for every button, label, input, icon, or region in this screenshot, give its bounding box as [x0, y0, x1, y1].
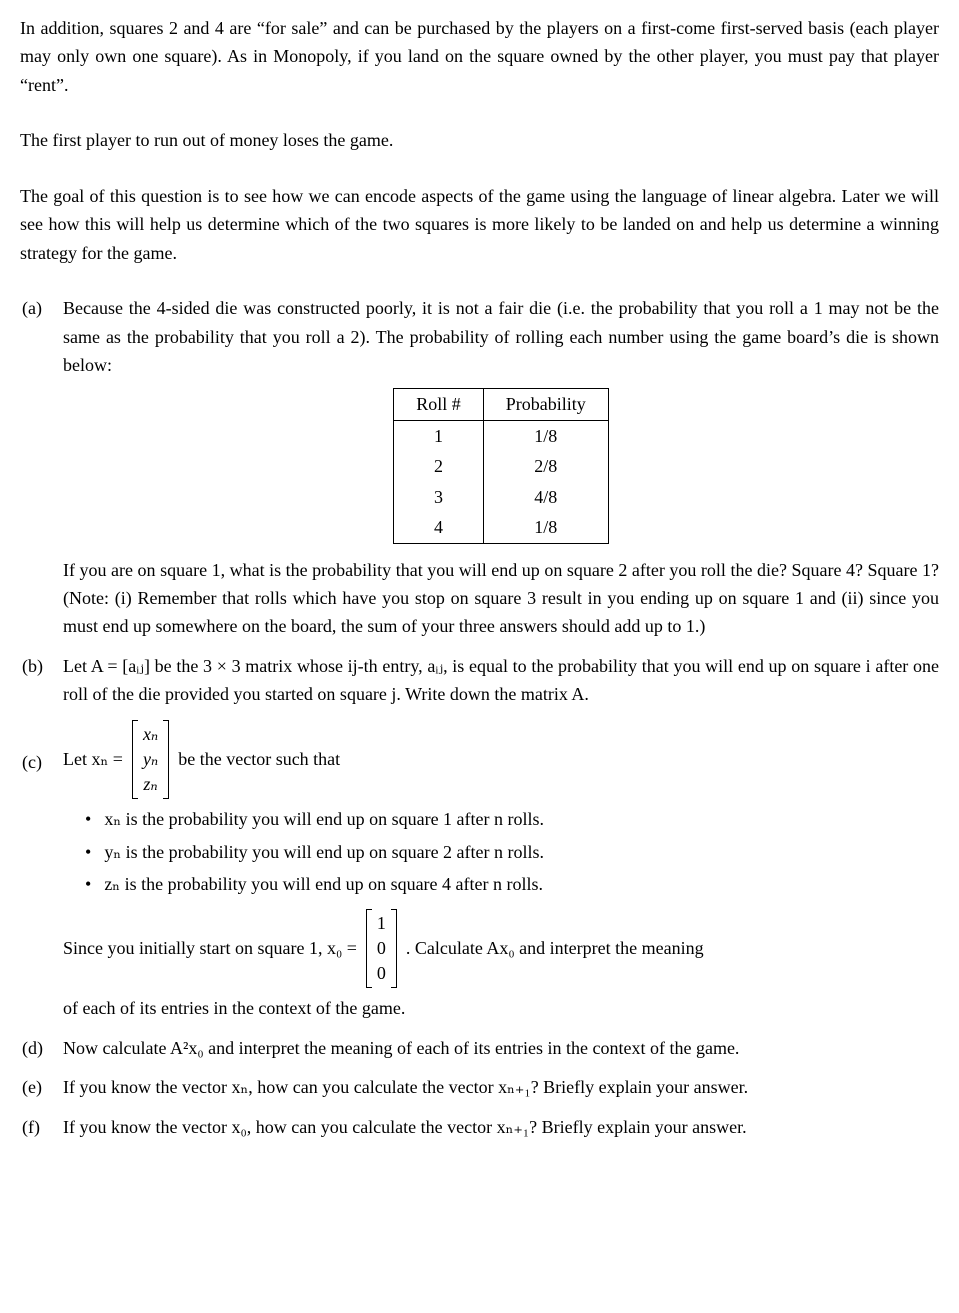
table-row [394, 420, 609, 451]
bullet-text-zn: zₙ is the probability you will end up on square 4 after n rolls. [104, 874, 544, 895]
vector-entries [138, 720, 163, 800]
item-c-continuation: of each of its entries in the context of the game. [63, 998, 406, 1019]
item-e-label: (e) [22, 1077, 42, 1098]
x0-entry-1: 1 [376, 912, 386, 933]
item-e-text: If you know the vector xₙ, how can you calculate the vector xₙ₊₁? Briefly explain your answer. [63, 1077, 749, 1098]
probability-table-header [394, 389, 609, 420]
item-c-calculate-text: . Calculate Ax₀ and interpret the meaning [405, 938, 704, 959]
list-item [85, 838, 939, 866]
item-c-lead-after-text: be the vector such that [178, 749, 341, 770]
item-a-question: If you are on square 1, what is the probability that you will end up on square 2 after you roll the die? Square 4? Square 1? (Note: (i) Remember that rolls which have you stop on square 3 result in you ending up on square 1 and (ii) since you must end up somewhere on the board, the sum of your three answers should add up to 1.) [63, 559, 939, 637]
vector-entries [372, 909, 391, 989]
problem-item-b [20, 652, 939, 709]
item-c-label: (c) [22, 751, 42, 772]
item-d-text: Now calculate A²x₀ and interpret the meaning of each of its entries in the context of the game. [63, 1037, 740, 1058]
right-bracket [163, 720, 169, 800]
table-cell-roll: 3 [433, 486, 443, 507]
probability-table-body [394, 420, 609, 543]
table-header-probability: Probability [483, 389, 608, 420]
vector-entry-xn: xₙ [142, 723, 159, 744]
table-header-row [394, 389, 609, 420]
problem-item-e [20, 1073, 939, 1101]
table-header-roll: Roll # [394, 389, 484, 420]
x0-entry-3: 0 [376, 963, 386, 983]
intro-paragraph-3: The goal of this question is to see how we can encode aspects of the game using the language of linear algebra. Later we will see how this will help us determine which of the two squares is more likely to be landed on and help us determine a winning strategy for the game. [20, 185, 939, 263]
table-cell-probability: 1/8 [483, 420, 608, 451]
vector-entry-zn: zₙ [143, 774, 158, 795]
table-cell-probability: 2/8 [483, 451, 608, 481]
item-c-bullet-list [85, 805, 939, 898]
item-a-text: Because the 4-sided die was constructed poorly, it is not a fair die (i.e. the probability that you roll a 1 may not be the same as the probability that you roll a 2). The probability of rolling each number using the game board’s die is shown below: [63, 298, 939, 375]
bullet-icon: • [85, 874, 92, 895]
item-c-since-text: Since you initially start on square 1, x₀ = [63, 938, 357, 959]
item-d-label: (d) [22, 1037, 43, 1058]
item-f-text: If you know the vector x₀, how can you calculate the vector xₙ₊₁? Briefly explain your answer. [63, 1116, 747, 1137]
list-item [85, 805, 939, 833]
item-a-label: (a) [22, 298, 42, 319]
table-cell-probability: 4/8 [483, 482, 608, 512]
table-cell-probability: 1/8 [483, 512, 608, 543]
item-c-vector-definition [63, 720, 939, 800]
intro-paragraph-2: The first player to run out of money loses the game. [20, 130, 394, 151]
vector-entry-yn: yₙ [142, 748, 159, 769]
problem-item-c [20, 720, 939, 1023]
right-bracket [391, 909, 397, 989]
item-c-x0-line [63, 909, 939, 989]
item-b-label: (b) [22, 655, 43, 676]
problem-item-f [20, 1113, 939, 1141]
table-cell-roll: 2 [433, 456, 443, 477]
table-row [394, 482, 609, 512]
x0-entry-2: 0 [376, 937, 386, 958]
problem-item-a [20, 294, 939, 641]
list-item [85, 870, 939, 898]
item-c-lead-text: Let xₙ = [63, 749, 123, 770]
table-cell-roll: 4 [433, 517, 443, 538]
probability-table [393, 388, 609, 543]
item-f-label: (f) [22, 1116, 40, 1137]
table-row [394, 451, 609, 481]
bullet-text-yn: yₙ is the probability you will end up on square 2 after n rolls. [104, 841, 545, 862]
bullet-text-xn: xₙ is the probability you will end up on square 1 after n rolls. [104, 809, 545, 830]
item-b-text: Let A = [aᵢⱼ] be the 3 × 3 matrix whose ij-th entry, aᵢⱼ, is equal to the probability that you will end up on square i after one roll of the die provided you started on square j. Write down the matrix A. [63, 655, 939, 705]
x0-column-vector [366, 909, 397, 989]
table-row [394, 512, 609, 543]
bullet-icon: • [85, 809, 92, 830]
intro-paragraph-1: In addition, squares 2 and 4 are “for sale” and can be purchased by the players on a first-come first-served basis (each player may only own one square). As in Monopoly, if you land on the square owned by the other player, you must pay that player “rent”. [20, 18, 939, 95]
problem-item-d [20, 1034, 939, 1062]
bullet-icon: • [85, 841, 92, 862]
xn-column-vector [132, 720, 169, 800]
table-cell-roll: 1 [433, 425, 443, 446]
